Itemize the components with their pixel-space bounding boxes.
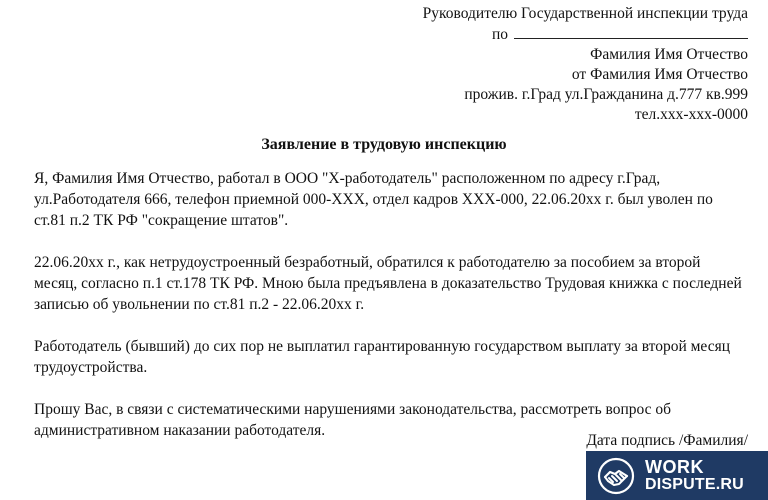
logo-wordmark [645, 458, 744, 494]
blank-underline [514, 24, 748, 39]
paragraph: Работодатель (бывший) до сих пор не выплатил гарантированную государством выплату за второй месяц трудоустройства. [34, 338, 731, 376]
logo-line-2: DISPUTE.RU [645, 475, 744, 493]
document-title: Заявление в трудовую инспекцию [261, 136, 507, 153]
header-sender-name: от Фамилия Имя Отчество [571, 66, 748, 83]
workdispute-logo[interactable] [586, 451, 768, 500]
handshake-icon [597, 457, 635, 495]
paragraph: 22.06.20хх г., как нетрудоустроенный безработный, обратился к работодателю за пособием за второй месяц, согласно п.1 ст.178 ТК РФ. Мною была предъявлена в доказательство Трудовая книжка с последней записью об увольнении по ст.81 п.2 - 22.06.20хх г. [34, 254, 742, 313]
header-po-label: по [491, 26, 508, 43]
document-body [34, 168, 746, 462]
signature-line: Дата подпись /Фамилия/ [586, 432, 748, 449]
paragraph: Я, Фамилия Имя Отчество, работал в ООО "Х-работодатель" расположенном по адресу г.Град, ул.Работодателя 666, телефон приемной 000-ХХХ, отдел кадров ХХХ-000, 22.06.20хх г. был уволен по ст.81 п.2 ТК РФ "сокращение штатов". [34, 170, 713, 229]
header-recipient-name: Фамилия Имя Отчество [590, 46, 748, 63]
addressee-header [423, 4, 748, 125]
header-po-line [423, 24, 748, 45]
paragraph: Прошу Вас, в связи с систематическими нарушениями законодательства, рассмотреть вопрос об административном наказании работодателя. [34, 401, 672, 439]
header-sender-address: прожив. г.Град ул.Гражданина д.777 кв.999 [464, 86, 748, 103]
logo-line-1: WORK [645, 456, 704, 477]
header-sender-phone: тел.ххх-ххх-0000 [634, 106, 748, 123]
header-recipient-title: Руководителю Государственной инспекции труда [422, 5, 748, 22]
